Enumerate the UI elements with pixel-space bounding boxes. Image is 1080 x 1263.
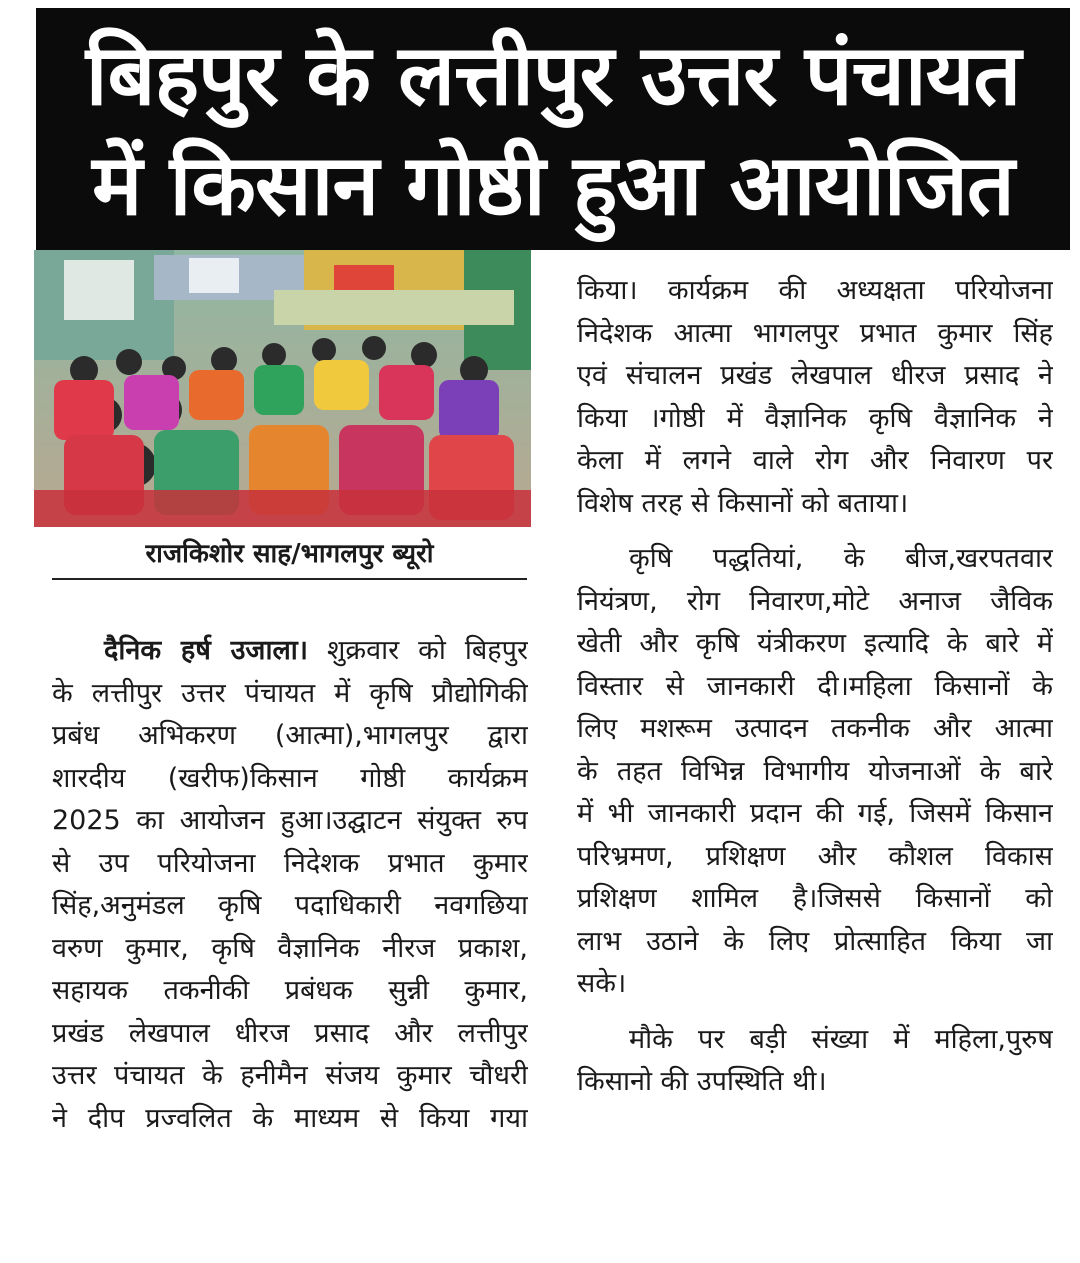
- text-line: खेती और कृषि यंत्रीकरण इत्यादि के बारे में: [577, 628, 1053, 659]
- text-line: शारदीय (खरीफ)किसान गोष्ठी कार्यक्रम: [52, 762, 528, 794]
- headline-banner: [36, 8, 1070, 250]
- text-line: के लत्तीपुर उत्तर पंचायत में कृषि प्रौद्योगिकी: [52, 677, 528, 709]
- text-line: में भी जानकारी प्रदान की गई, जिसमें किसान: [577, 798, 1053, 829]
- text-line: उत्तर पंचायत के हनीमैन संजय कुमार चौधरी: [52, 1060, 528, 1091]
- text-line: प्रबंध अभिकरण (आत्मा),भागलपुर द्वारा: [52, 720, 528, 751]
- text-line: लिए मशरूम उत्पादन तकनीक और आत्मा: [577, 713, 1053, 744]
- headline-line-2: में किसान गोष्ठी हुआ आयोजित: [92, 136, 1014, 234]
- text-line: नियंत्रण, रोग निवारण,मोटे अनाज जैविक: [577, 585, 1053, 617]
- text-line: किया ।गोष्ठी में वैज्ञानिक कृषि वैज्ञानिक ने: [577, 402, 1053, 434]
- text-line: लाभ उठाने के लिए प्रोत्साहित किया जा: [577, 925, 1053, 957]
- text-line: किया। कार्यक्रम की अध्यक्षता परियोजना: [577, 275, 1053, 306]
- text-line: 2025 का आयोजन हुआ।उद्घाटन संयुक्त रुप: [52, 805, 528, 836]
- text-line: प्रशिक्षण शामिल है।जिससे किसानों को: [577, 883, 1053, 914]
- text-line: परिभ्रमण, प्रशिक्षण और कौशल विकास: [577, 840, 1053, 872]
- text-line: प्रखंड लेखपाल धीरज प्रसाद और लत्तीपुर: [52, 1017, 528, 1049]
- text-line: के तहत विभिन्न विभागीय योजनाओं के बारे: [577, 755, 1053, 787]
- text-line: किसानो की उपस्थिति थी।: [577, 1066, 827, 1097]
- text-line: ने दीप प्रज्वलित के माध्यम से किया गया: [52, 1102, 528, 1134]
- first-line-text: शुक्रवार को बिहपुर: [308, 635, 528, 666]
- article-right-column: [577, 270, 1053, 1104]
- dateline: दैनिक हर्ष उजाला।: [104, 635, 308, 666]
- text-line: विस्तार से जानकारी दी।महिला किसानों के: [577, 670, 1053, 702]
- text-line: विशेष तरह से किसानों को बताया।: [577, 487, 909, 519]
- text-line: एवं संचालन प्रखंड लेखपाल धीरज प्रसाद ने: [577, 360, 1053, 391]
- text-line: से उप परियोजना निदेशक प्रभात कुमार: [52, 847, 528, 879]
- text-line: कृषि पद्धतियां, के बीज,खरपतवार: [629, 543, 1053, 574]
- article-first-line: [52, 630, 528, 673]
- text-line: सहायक तकनीकी प्रबंधक सुन्नी कुमार,: [52, 975, 528, 1006]
- article-left-column: [52, 630, 528, 1140]
- text-line: सके।: [577, 968, 627, 999]
- byline: राजकिशोर साह/भागलपुर ब्यूरो: [52, 532, 527, 580]
- text-line: निदेशक आत्मा भागलपुर प्रभात कुमार सिंह: [577, 317, 1053, 349]
- headline-line-1: बिहपुर के लत्तीपुर उत्तर पंचायत: [85, 26, 1021, 124]
- text-line: केला में लगने वाले रोग और निवारण पर: [577, 445, 1053, 476]
- text-line: सिंह,अनुमंडल कृषि पदाधिकारी नवगछिया: [52, 890, 528, 921]
- event-photo-illustration: [34, 250, 531, 527]
- text-line: वरुण कुमार, कृषि वैज्ञानिक नीरज प्रकाश,: [52, 932, 528, 964]
- event-photo: [34, 250, 531, 527]
- text-line: मौके पर बड़ी संख्या में महिला,पुरुष: [629, 1023, 1053, 1055]
